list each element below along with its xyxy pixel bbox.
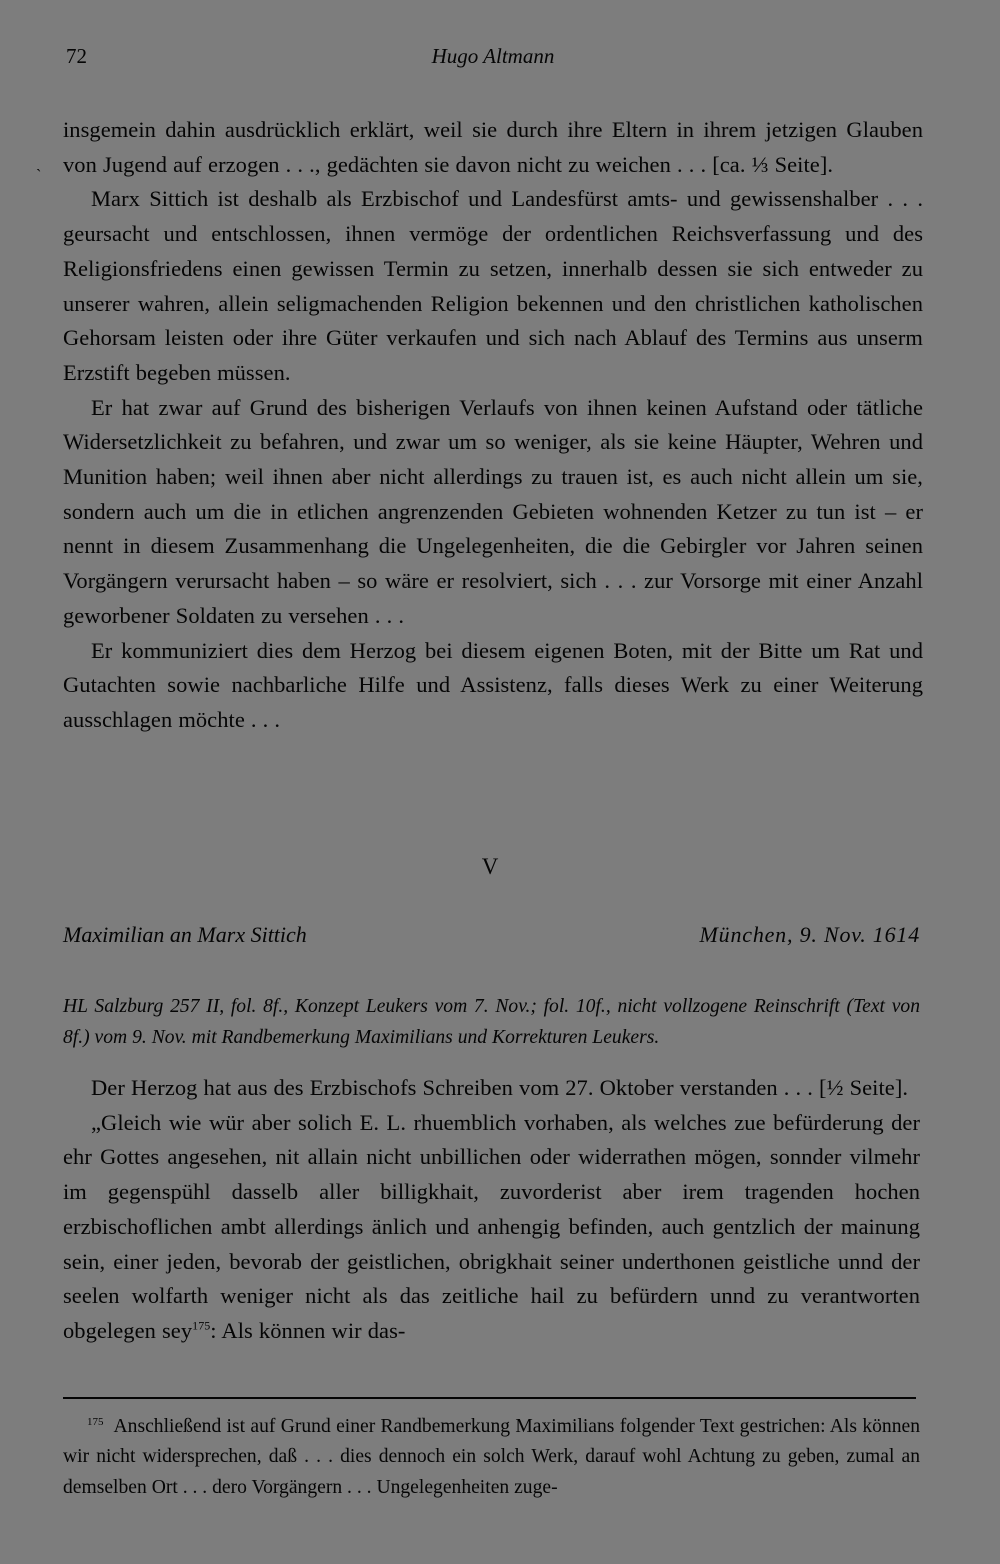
source-note: HL Salzburg 257 II, fol. 8f., Konzept Leukers vom 7. Nov.; fol. 10f., nicht vollzogene Reinschrift (Text von 8f.) vom 9. Nov. mit Randbemerkung Maximilians und Korrekturen Leukers.: [63, 996, 920, 1048]
margin-mark: `: [36, 167, 42, 184]
footnote: [63, 1407, 920, 1503]
paragraph: Er kommuniziert dies dem Herzog bei diesem eigenen Boten, mit der Bitte um Rat und Gutachten sowie nachbarliche Hilfe und Assistenz, falls dieses Werk zu einer Weiterung ausschlagen möchte . . .: [63, 637, 923, 732]
place-date: München, 9. Nov. 1614: [699, 922, 920, 947]
sender-recipient: Maximilian an Marx Sittich: [63, 922, 307, 947]
footnote-number: 175: [87, 1416, 104, 1428]
page-header: [66, 44, 920, 76]
running-title: Hugo Altmann: [431, 44, 555, 68]
document-text: [63, 1071, 920, 1349]
section-numeral: V: [481, 854, 499, 879]
footnote-reference: 175: [192, 1318, 211, 1333]
paragraph: [63, 1106, 920, 1349]
quote-text-continued: : Als können wir das-: [210, 1317, 406, 1343]
page-number: 72: [66, 44, 87, 68]
paragraph: Der Herzog hat aus des Erzbischofs Schreiben vom 27. Oktober verstanden . . . [½ Seite].: [91, 1075, 909, 1100]
quote-text: „Gleich wie wür aber solich E. L. rhuemblich vorhaben, als welches zue befürderung der ehr Gottes angesehen, nit allain nicht unbillichen oder widerrathen mögen, sonnder vilmehr im gegenspühl dasselb aller billigkhait, zuvorderist aber irem tragenden hochen erzbischoflichen ambt allerdings änlich und anhengig befinden, auch gentzlich der mainung sein, einer jeden, bevorab der geistlichen, obrigkhait seiner underthonen geistliche unnd der seelen wolfarth weniger nicht als das zeitliche hail zu befürdern unnd zu verantworten obgelegen sey: [63, 1109, 920, 1343]
document-heading: [63, 922, 920, 954]
paragraph: insgemein dahin ausdrücklich erklärt, weil sie durch ihre Eltern in ihrem jetzigen Glauben von Jugend auf erzogen . . ., gedächten sie davon nicht zu weichen . . . [ca. ⅓ Seite].: [63, 117, 923, 177]
footnote-text: Anschließend ist auf Grund einer Randbemerkung Maximilians folgender Text gestrichen: Als können wir nicht widersprechen, daß . . . dies dennoch ein solch Werk, darauf wohl Achtung zu geben, zumal an demselben Ort . . . dero Vorgängern . . . Ungelegenheiten zuge-: [63, 1416, 920, 1498]
summary-text: [63, 113, 923, 738]
paragraph: Er hat zwar auf Grund des bisherigen Verlaufs von ihnen keinen Aufstand oder tätliche Widersetzlichkeit zu befahren, und zwar um so weniger, als sie keine Häupter, Wehren und Munition haben; weil ihnen aber nicht allerdings zu trauen ist, es auch nicht allein um sie, sondern auch um die in etlichen angrenzenden Gebieten wohnenden Ketzer zu tun ist – er nennt in diesem Zusammenhang die Ungelegenheiten, die die Gebirgler vor Jahren seinen Vorgängern verursacht haben – so wäre er resolviert, sich . . . zur Vorsorge mit einer Anzahl geworbener Soldaten zu versehen . . .: [63, 394, 923, 628]
footnote-divider: [63, 1397, 916, 1399]
paragraph: Marx Sittich ist deshalb als Erzbischof und Landesfürst amts- und gewissenshalber . . . geursacht und entschlossen, ihnen vermöge der ordentlichen Reichsverfassung und des Religionsfriedens einen gewissen Termin zu setzen, innerhalb dessen sie sich entweder zu unserer wahren, allein seligmachenden Religion bekennen und den christlichen katholischen Gehorsam leisten oder ihre Güter verkaufen und sich nach Ablauf des Termins aus unserm Erzstift begeben müssen.: [63, 186, 923, 385]
